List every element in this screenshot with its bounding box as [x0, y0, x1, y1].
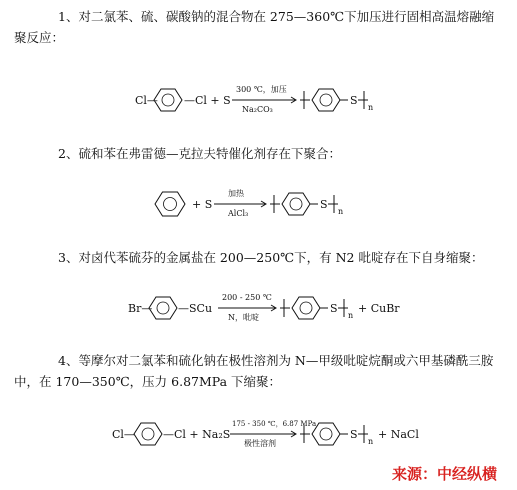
reaction-3 [0, 290, 517, 326]
reaction-4-arrow-condition-bottom: 极性溶剂 [244, 439, 276, 448]
benzene-ring-icon [292, 297, 320, 319]
source-credit: 来源：中经纵横 [391, 465, 497, 483]
benzene-ring-icon [154, 89, 182, 111]
reaction-2-arrow-condition-top: 加热 [228, 189, 244, 198]
reaction-3-product-s: S [330, 302, 338, 315]
product-bracket-right-icon [358, 91, 368, 109]
reaction-1-product-s: S [350, 94, 358, 107]
reaction-2-arrow-condition-bottom: AlCl₃ [228, 209, 249, 218]
reaction-3-left-post: —SCu [178, 302, 213, 315]
benzene-ring-icon [134, 423, 162, 445]
paragraph-item-2: 2、硫和苯在弗雷德—克拉夫特催化剂存在下聚合： [58, 146, 341, 161]
benzene-ring-icon [149, 297, 177, 319]
reaction-1 [0, 82, 517, 118]
reaction-4-product-s: S [350, 428, 358, 441]
reaction-3-byproduct: + CuBr [358, 302, 400, 315]
reaction-3-arrow-condition-top: 200 - 250 ℃ [222, 293, 272, 302]
product-bracket-left-icon [300, 91, 310, 109]
reaction-3-product-n: n [348, 311, 354, 320]
reaction-1-product-n: n [368, 103, 374, 112]
reaction-2 [0, 186, 517, 222]
reaction-3-left-pre: Br— [128, 302, 153, 315]
reaction-4-byproduct: + NaCl [378, 428, 419, 441]
product-bracket-left-icon [280, 299, 290, 317]
reaction-4-arrow-condition-top: 175 - 350 ℃，6.87 MPa [232, 420, 317, 428]
product-bracket-right-icon [338, 299, 348, 317]
product-bracket-left-icon [270, 195, 280, 213]
paragraph-item-4: 4、等摩尔对二氯苯和硫化钠在极性溶剂为 N—甲级吡啶烷酮或六甲基磷酰三胺中，在 170—350℃，压力 6.87MPa 下缩聚： [14, 353, 494, 389]
paragraph-item-3: 3、对卤代苯硫芬的金属盐在 200—250℃下，有 N2 吡啶存在下自身缩聚： [58, 250, 484, 265]
reaction-2-product-s: S [320, 198, 328, 211]
reaction-1-left-post: —Cl + S [184, 94, 231, 107]
reaction-2-product-n: n [338, 207, 344, 216]
reaction-2-left-post: + S [192, 198, 213, 211]
benzene-ring-icon [282, 193, 310, 215]
product-bracket-right-icon [358, 425, 368, 443]
reaction-1-arrow-condition-top: 300 ℃，加压 [236, 85, 287, 94]
benzene-ring-icon [155, 192, 185, 216]
benzene-ring-icon [312, 423, 340, 445]
reaction-4-product-n: n [368, 437, 374, 446]
product-bracket-right-icon [328, 195, 338, 213]
reaction-4-left-post: —Cl + Na₂S [163, 428, 231, 441]
reaction-4 [0, 416, 517, 452]
reaction-1-arrow-condition-bottom: Na₂CO₃ [242, 105, 273, 114]
paragraph-item-1: 1、对二氯苯、硫、碳酸钠的混合物在 275—360℃下加压进行固相高温熔融缩聚反应： [14, 9, 495, 45]
reaction-3-arrow-condition-bottom: N，吡啶 [228, 313, 259, 322]
benzene-ring-icon [312, 89, 340, 111]
reaction-4-left-pre: Cl— [112, 428, 135, 441]
reaction-1-left-pre: Cl— [135, 94, 158, 107]
